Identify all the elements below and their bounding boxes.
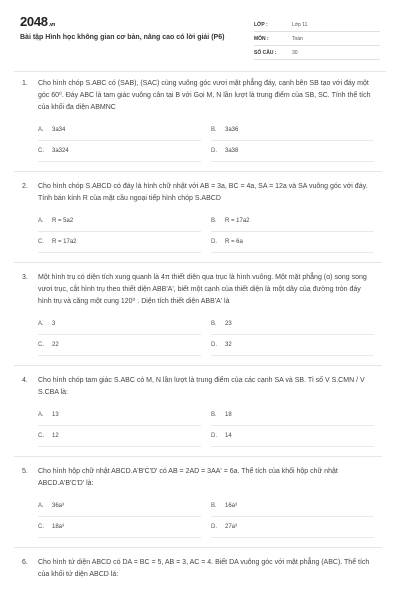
answer-option[interactable] (38, 211, 201, 232)
meta-row-count (254, 46, 380, 60)
question-text-block (22, 375, 374, 399)
option-letter: D. (211, 148, 217, 154)
answer-options (22, 496, 374, 538)
option-letter: C. (38, 342, 44, 348)
question-text: Cho hình tứ diện ABCD có DA = BC = 5, AB = 3, AC = 4. Biết DA vuông góc với mặt phẳng (ABC). Thể tích của khối tứ diện ABCD là: (38, 559, 370, 578)
option-letter: A. (38, 503, 44, 509)
option-text: R = 6a (225, 239, 243, 245)
option-letter: D. (211, 433, 217, 439)
option-text: 36a³ (52, 503, 65, 509)
answer-option[interactable] (211, 405, 374, 426)
option-text: 16a³ (225, 503, 238, 509)
question-divider (14, 547, 382, 548)
answer-option[interactable] (38, 120, 201, 141)
option-text: 23 (225, 321, 232, 327)
site-logo[interactable] (20, 14, 55, 29)
question-item (22, 78, 374, 162)
answer-options (22, 120, 374, 162)
question-number: 1. (22, 80, 28, 87)
answer-option[interactable] (211, 211, 374, 232)
question-text: Cho hình chóp S.ABCD có đáy là hình chữ nhật với AB = 3a, BC = 4a, SA = 12a và SA vuông góc với đáy. Tính bán kính R của mặt cầu ngoại tiếp hình chóp S.ABCD (38, 183, 368, 202)
question-text-block (22, 466, 374, 490)
option-letter: A. (38, 127, 44, 133)
answer-option[interactable] (211, 517, 374, 538)
option-letter: C. (38, 239, 44, 245)
answer-option[interactable] (38, 517, 201, 538)
meta-row-subject (254, 32, 380, 46)
header-divider (14, 71, 386, 72)
option-letter: B. (211, 412, 217, 418)
answer-options (22, 405, 374, 447)
answer-option[interactable] (38, 405, 201, 426)
option-letter: C. (38, 524, 44, 530)
meta-label: LỚP : (254, 21, 268, 28)
question-number: 3. (22, 274, 28, 281)
meta-label: MÔN : (254, 35, 269, 42)
question-text-block (22, 181, 374, 205)
question-text: Cho hình chóp tam giác S.ABC có M, N lần lượt là trung điểm của các cạnh SA và SB. Tỉ số V S.CMN / V S.CBA là: (38, 377, 365, 396)
option-letter: A. (38, 321, 44, 327)
question-divider (14, 456, 382, 457)
meta-value: Toán (292, 35, 303, 42)
answer-option[interactable] (211, 120, 374, 141)
option-letter: B. (211, 127, 217, 133)
answer-option[interactable] (38, 496, 201, 517)
answer-option[interactable] (211, 314, 374, 335)
answer-option[interactable] (211, 496, 374, 517)
answer-options (22, 314, 374, 356)
question-divider (14, 262, 382, 263)
question-item (22, 375, 374, 447)
question-text-block (22, 78, 374, 114)
answer-option[interactable] (38, 314, 201, 335)
question-text: Một hình trụ có diện tích xung quanh là 4π thiết diện qua trục là hình vuông. Một mặt phẳng (α) song song vươi trục, cắt hình trụ theo thiết diện ABB'A', biết một cạnh của thiết diện là một dây của đường tròn đáy hình trụ và căng một cung 120⁰ . Diện tích thiết diện ABB'A' là (38, 274, 367, 305)
logo-main-text: 2048 (20, 14, 48, 29)
question-number: 2. (22, 183, 28, 190)
answer-option[interactable] (38, 232, 201, 253)
question-text: Cho hình chóp S.ABC có (SAB), (SAC) cùng vuông góc vươi mặt phẳng đáy, cạnh bên SB tạo với đáy một góc 60⁰. Đáy ABC là tam giác vuông cân tại B với Gọi M, N lần lượt là trung điểm của SB, SC. Tính thể tích của khối đa diện ABMNC (38, 80, 371, 111)
logo-sub-text: .vn (48, 22, 56, 28)
question-text-block (22, 557, 374, 581)
answer-option[interactable] (38, 335, 201, 356)
answer-option[interactable] (38, 141, 201, 162)
question-number: 4. (22, 377, 28, 384)
question-item (22, 557, 374, 581)
option-text: 3a324 (52, 148, 69, 154)
option-text: 3a36 (225, 127, 239, 133)
question-number: 5. (22, 468, 28, 475)
question-divider (14, 171, 382, 172)
answer-option[interactable] (211, 335, 374, 356)
option-letter: D. (211, 239, 217, 245)
document-meta (254, 18, 380, 60)
question-item (22, 272, 374, 356)
option-letter: C. (38, 433, 44, 439)
option-letter: C. (38, 148, 44, 154)
option-letter: A. (38, 412, 44, 418)
option-text: 22 (52, 342, 59, 348)
document-header (20, 10, 380, 65)
option-text: 3a38 (225, 148, 239, 154)
meta-value: Lớp 11 (292, 21, 308, 28)
option-text: R = 17a2 (52, 239, 77, 245)
answer-option[interactable] (211, 426, 374, 447)
option-text: 14 (225, 433, 232, 439)
option-text: 3a34 (52, 127, 66, 133)
option-letter: A. (38, 218, 44, 224)
question-list (22, 78, 374, 581)
answer-options (22, 211, 374, 253)
option-text: R = 5a2 (52, 218, 74, 224)
answer-option[interactable] (38, 426, 201, 447)
option-text: 13 (52, 412, 59, 418)
option-text: 18 (225, 412, 232, 418)
meta-label: SỐ CÂU : (254, 49, 277, 56)
option-text: R = 17a2 (225, 218, 250, 224)
question-divider (14, 365, 382, 366)
question-item (22, 466, 374, 538)
option-letter: D. (211, 342, 217, 348)
question-item (22, 181, 374, 253)
option-text: 3 (52, 321, 56, 327)
option-letter: D. (211, 524, 217, 530)
question-text-block (22, 272, 374, 308)
document-title: Bài tập Hình học không gian cơ bản, nâng cao có lời giải (P6) (20, 34, 225, 41)
answer-option[interactable] (211, 141, 374, 162)
option-text: 12 (52, 433, 59, 439)
meta-value: 30 (292, 49, 298, 56)
option-letter: B. (211, 503, 217, 509)
option-text: 18a³ (52, 524, 65, 530)
option-text: 32 (225, 342, 232, 348)
answer-option[interactable] (211, 232, 374, 253)
meta-row-class (254, 18, 380, 32)
question-text: Cho hình hộp chữ nhật ABCD.A'B'C'D' có AB = 2AD = 3AA' = 6a. Thể tích của khối hộp chữ nhật ABCD.A'B'C'D' là: (38, 468, 338, 487)
question-number: 6. (22, 559, 28, 566)
option-text: 27a³ (225, 524, 238, 530)
option-letter: B. (211, 218, 217, 224)
option-letter: B. (211, 321, 217, 327)
